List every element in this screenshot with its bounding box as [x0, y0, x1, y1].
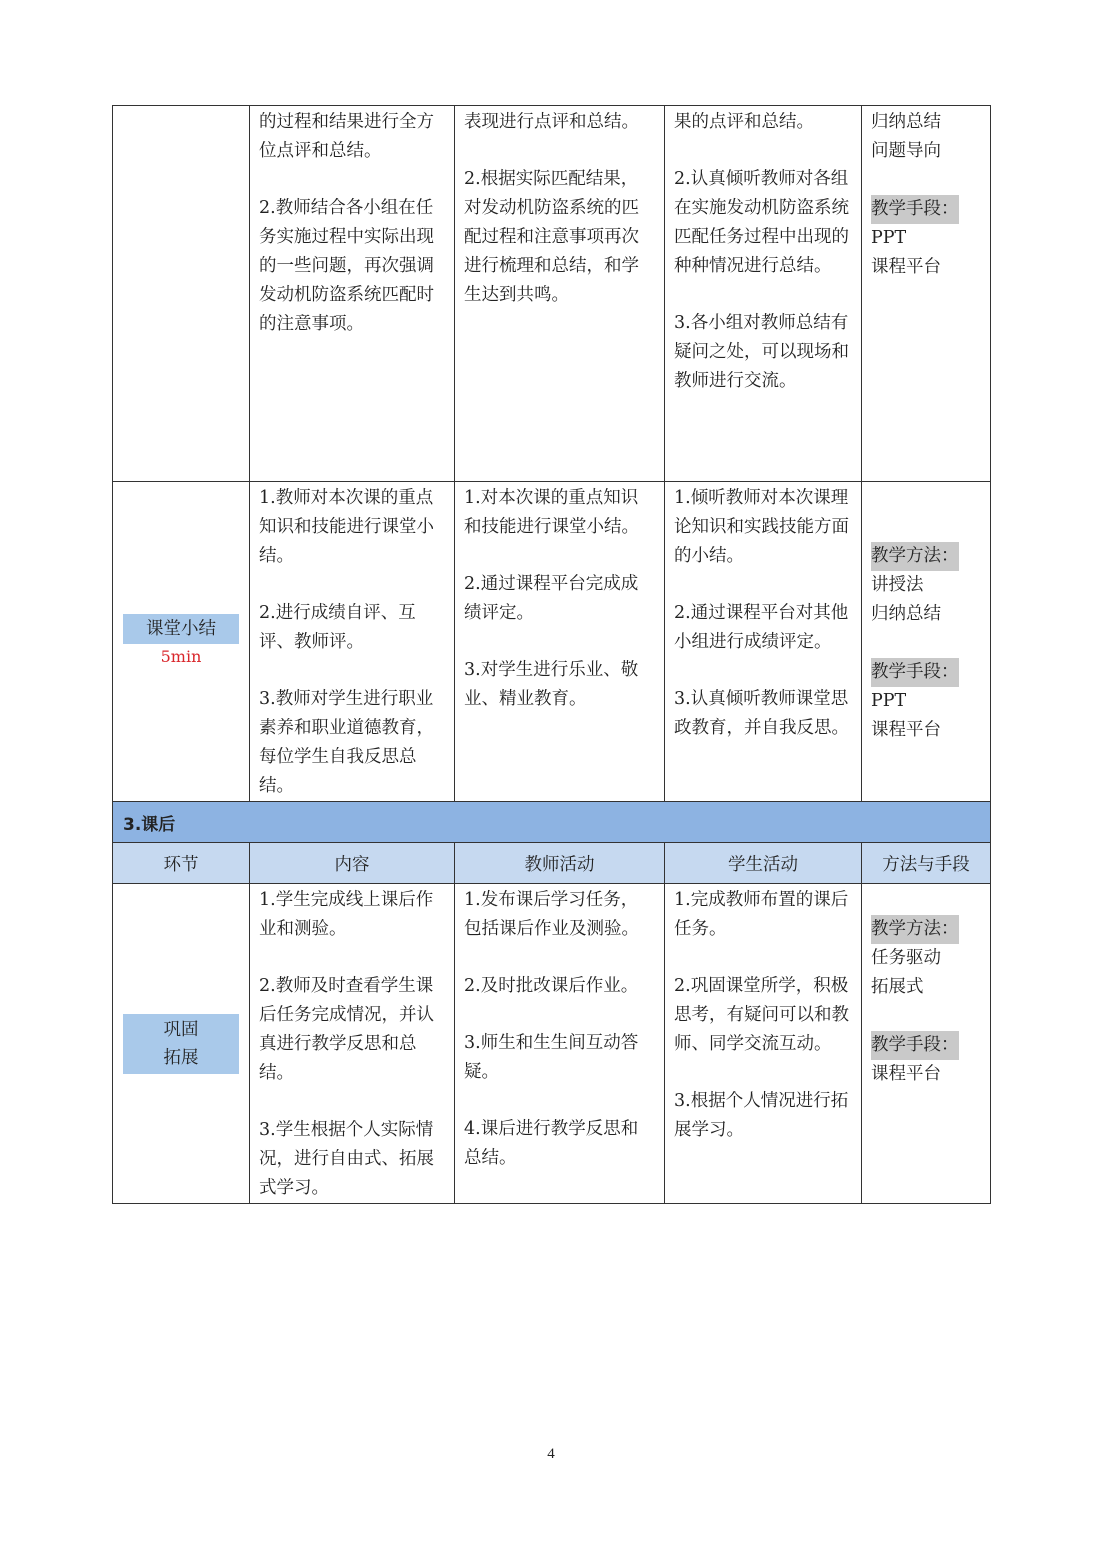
means-item: 课程平台	[871, 720, 941, 740]
methods-cell	[862, 106, 991, 482]
student-paragraph: 2.认真倾听教师对各组在实施发动机防盗系统匹配任务过程中出现的种种情况进行总结。	[674, 169, 849, 276]
table-row-summary	[113, 482, 991, 802]
stage-time: 5min	[160, 646, 202, 666]
means-item: PPT	[871, 228, 907, 248]
means-label: 教学手段：	[871, 1031, 959, 1060]
header-teacher: 教师活动	[455, 843, 665, 884]
header-row	[113, 843, 991, 884]
stage-cell	[113, 884, 250, 1204]
content-paragraph: 3.学生根据个人实际情况，进行自由式、拓展式学习。	[259, 1120, 434, 1198]
student-paragraph: 1.完成教师布置的课后任务。	[674, 890, 849, 939]
content-cell	[250, 884, 455, 1204]
stage-cell	[113, 482, 250, 802]
method-item: 任务驱动	[871, 948, 941, 968]
student-paragraph: 2.通过课程平台对其他小组进行成绩评定。	[674, 603, 849, 652]
student-paragraph: 3.根据个人情况进行拓展学习。	[674, 1091, 849, 1140]
student-activity-cell	[665, 884, 862, 1204]
content-paragraph: 1.学生完成线上课后作业和测验。	[259, 890, 434, 939]
means-label: 教学手段：	[871, 195, 959, 224]
stage-label: 课堂小结	[123, 614, 239, 644]
teacher-activity-cell	[455, 106, 665, 482]
means-item: 课程平台	[871, 1064, 941, 1084]
stage-label	[123, 1014, 239, 1074]
teacher-paragraph: 2.及时批改课后作业。	[464, 976, 639, 996]
stage-cell-empty	[113, 106, 250, 482]
table-row-continuation	[113, 106, 991, 482]
teacher-activity-cell	[455, 482, 665, 802]
stage-label-line: 拓展	[163, 1047, 199, 1068]
method-label: 教学方法：	[871, 915, 959, 944]
header-methods: 方法与手段	[862, 843, 991, 884]
student-paragraph: 3.认真倾听教师课堂思政教育，并自我反思。	[674, 689, 849, 738]
header-content: 内容	[250, 843, 455, 884]
content-paragraph: 2.教师结合各小组在任务实施过程中实际出现的一些问题，再次强调发动机防盗系统匹配时的注意事项。	[259, 198, 434, 334]
content-paragraph: 1.教师对本次课的重点知识和技能进行课堂小结。	[259, 488, 434, 566]
stage-label-line: 巩固	[163, 1019, 199, 1040]
page-number: 4	[547, 1446, 555, 1462]
method-item: 问题导向	[871, 141, 941, 161]
student-activity-cell	[665, 106, 862, 482]
header-student: 学生活动	[665, 843, 862, 884]
means-item: 课程平台	[871, 257, 941, 277]
content-paragraph: 2.教师及时查看学生课后任务完成情况，并认真进行教学反思和总结。	[259, 976, 434, 1083]
method-item: 拓展式	[871, 977, 924, 997]
content-paragraph: 3.教师对学生进行职业素养和职业道德教育，每位学生自我反思总结。	[259, 689, 434, 796]
teacher-paragraph: 3.师生和生生间互动答疑。	[464, 1033, 639, 1082]
header-stage: 环节	[113, 843, 250, 884]
methods-cell	[862, 884, 991, 1204]
teacher-paragraph: 表现进行点评和总结。	[464, 112, 639, 132]
table-row-consolidation	[113, 884, 991, 1204]
means-item: PPT	[871, 691, 907, 711]
student-activity-cell	[665, 482, 862, 802]
teacher-paragraph: 2.根据实际匹配结果，对发动机防盗系统的匹配过程和注意事项再次进行梳理和总结，和学生达到共鸣。	[464, 169, 639, 305]
teacher-paragraph: 1.对本次课的重点知识和技能进行课堂小结。	[464, 488, 639, 537]
student-paragraph: 果的点评和总结。	[674, 112, 814, 132]
means-label: 教学手段：	[871, 658, 959, 687]
content-cell	[250, 482, 455, 802]
section-row	[113, 802, 991, 843]
teacher-paragraph: 4.课后进行教学反思和总结。	[464, 1119, 639, 1168]
student-paragraph: 3.各小组对教师总结有疑问之处，可以现场和教师进行交流。	[674, 313, 849, 391]
teacher-paragraph: 2.通过课程平台完成成绩评定。	[464, 574, 639, 623]
lesson-plan-table	[112, 105, 991, 1204]
teacher-paragraph: 1.发布课后学习任务，包括课后作业及测验。	[464, 890, 639, 939]
methods-cell	[862, 482, 991, 802]
method-label: 教学方法：	[871, 542, 959, 571]
teacher-paragraph: 3.对学生进行乐业、敬业、精业教育。	[464, 660, 639, 709]
student-paragraph: 2.巩固课堂所学，积极思考，有疑问可以和教师、同学交流互动。	[674, 976, 849, 1054]
method-item: 归纳总结	[871, 604, 941, 624]
method-item: 讲授法	[871, 575, 924, 595]
student-paragraph: 1.倾听教师对本次课理论知识和实践技能方面的小结。	[674, 488, 849, 566]
content-cell	[250, 106, 455, 482]
teacher-activity-cell	[455, 884, 665, 1204]
content-paragraph: 2.进行成绩自评、互评、教师评。	[259, 603, 416, 652]
content-paragraph: 的过程和结果进行全方位点评和总结。	[259, 112, 434, 161]
section-title: 3.课后	[113, 802, 991, 843]
method-item: 归纳总结	[871, 112, 941, 132]
